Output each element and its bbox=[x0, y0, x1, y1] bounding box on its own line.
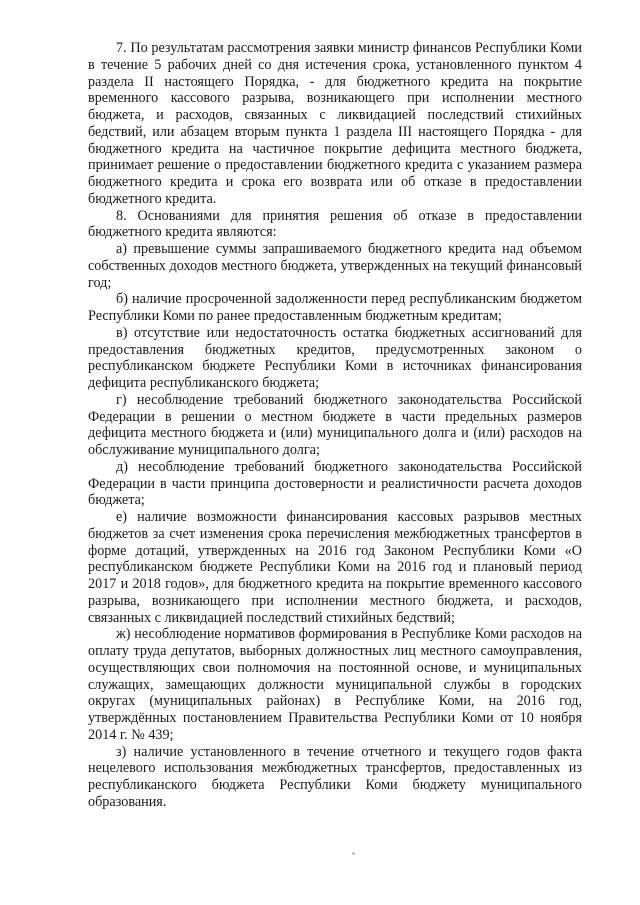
list-item-z: з) наличие установленного в течение отчетного и текущего годов факта нецелевого использования межбюджетных трансфертов, предоставленных из республиканского бюджета Республики Коми бюджету муниципального образования. bbox=[88, 743, 582, 810]
paragraph-8: 8. Основаниями для принятия решения об отказе в предоставлении бюджетного кредита являются: bbox=[88, 207, 582, 241]
list-item-d: д) несоблюдение требований бюджетного законодательства Российской Федерации в части принципа достоверности и реалистичности расчета доходов бюджета; bbox=[88, 458, 582, 509]
list-item-a: а) превышение суммы запрашиваемого бюджетного кредита над объемом собственных доходов местного бюджета, утвержденных на текущий финансовый год; bbox=[88, 241, 582, 291]
scan-dot-mark bbox=[352, 852, 355, 855]
list-item-b: б) наличие просроченной задолженности перед республиканским бюджетом Республики Коми по ранее предоставленным бюджетным кредитам; bbox=[88, 291, 582, 324]
paragraph-7: 7. По результатам рассмотрения заявки министр финансов Республики Коми в течение 5 рабочих дней со дня истечения срока, установленного пунктом 4 раздела II настоящего Порядка, - для бюджетного кредита на покрытие временного кассового разрыва, возникающего при исполнении местного бюджета, и расходов, связанных с ликвидацией последствий стихийных бедствий, или абзацем вторым пункта 1 раздела III настоящего Порядка - для бюджетного кредита на частичное покрытие дефицита местного бюджета, принимает решение о предоставлении бюджетного кредита с указанием размера бюджетного кредита и срока его возврата или об отказе в предоставлении бюджетного кредита. bbox=[88, 40, 582, 207]
list-item-v: в) отсутствие или недостаточность остатка бюджетных ассигнований для предоставления бюджетных кредитов, предусмотренных законом о республиканском бюджете Республики Коми в источниках финансирования дефицита республиканского бюджета; bbox=[88, 324, 582, 391]
document-page bbox=[88, 40, 582, 811]
list-item-g: г) несоблюдение требований бюджетного законодательства Российской Федерации в решении о местном бюджете в части предельных размеров дефицита местного бюджета и (или) муниципального долга и (или) расходов на обслуживание муниципального долга; bbox=[88, 391, 582, 458]
list-item-e: е) наличие возможности финансирования кассовых разрывов местных бюджетов за счет изменения срока перечисления межбюджетных трансфертов в форме дотаций, утвержденных на 2016 год Законом Республики Коми «О республиканском бюджете Республики Коми на 2016 год и плановый период 2017 и 2018 годов», для бюджетного кредита на покрытие временного кассового разрыва, возникающего при исполнении местного бюджета, и расходов, связанных с ликвидацией последствий стихийных бедствий; bbox=[88, 509, 582, 626]
list-item-zh: ж) несоблюдение нормативов формирования в Республике Коми расходов на оплату труда депутатов, выборных должностных лиц местного самоуправления, осуществляющих свои полномочия на постоянной основе, и муниципальных служащих, замещающих должности муниципальной службы в городских округах (муниципальных районах) в Республике Коми, на 2016 год, утверждённых постановлением Правительства Республики Коми от 10 ноября 2014 г. № 439; bbox=[88, 626, 582, 743]
